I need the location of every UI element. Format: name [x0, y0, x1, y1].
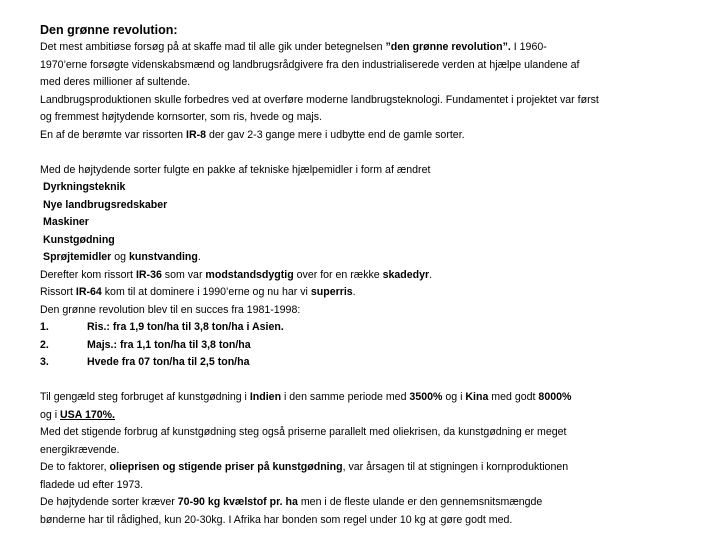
text-span: og [111, 251, 129, 263]
paragraph-line: og fremmest højtydende kornsorter, som ris, hvede og majs. [40, 111, 323, 123]
paragraph-line [40, 389, 712, 407]
bold-term: IR-8 [186, 128, 207, 141]
paragraph-line: energikrævende. [40, 443, 120, 456]
paragraph-line [40, 267, 712, 285]
technique-label: Dyrkningsteknik [43, 181, 126, 193]
bold-term: 3500% [409, 391, 443, 403]
list-item [40, 319, 712, 337]
text-span: og i [442, 391, 466, 403]
bold-term: superris [310, 286, 353, 298]
technique-label: Nye landbrugsredskaber [43, 198, 168, 211]
bold-term: 70-90 kg kvælstof pr. ha [177, 496, 298, 508]
text-span: . [197, 251, 201, 263]
blank-line [40, 372, 712, 390]
paragraph-line [40, 407, 712, 425]
bold-term: modstandsdygtig [205, 268, 294, 281]
paragraph-line: 1970’erne forsøgte videnskabsmænd og landbrugsrådgivere fra den industrialiserede verden at hjælpe ulandene af [40, 58, 580, 71]
text-span: og i [40, 408, 61, 421]
underlined-term: USA 170%. [60, 408, 115, 421]
paragraph-line [40, 459, 712, 477]
text-span: De to faktorer, [40, 461, 110, 473]
paragraph-line: Den grønne revolution blev til en succes fra 1981-1998: [40, 303, 301, 316]
text-span: i den samme periode med [281, 391, 410, 403]
list-text: Ris.: fra 1,9 ton/ha til 3,8 ton/ha i Asien. [87, 321, 284, 333]
technique-item [40, 232, 712, 250]
text-span: I 1960- [510, 41, 547, 53]
document-body [40, 21, 712, 529]
paragraph-line [40, 284, 712, 302]
bold-term: IR-64 [75, 286, 102, 298]
bold-term: ”den grønne revolution”. [385, 41, 511, 53]
technique-label: Sprøjtemidler [43, 251, 112, 263]
text-span: . [429, 268, 433, 281]
text-span: over for en række [293, 268, 383, 281]
bold-term: Indien [249, 391, 282, 403]
bold-term: olieprisen og stigende priser på kunstgødning [109, 461, 343, 473]
list-number: 2. [40, 338, 49, 351]
list-text: Hvede fra 07 ton/ha til 2,5 ton/ha [87, 356, 250, 368]
text-span: Til gengæld steg forbruget af kunstgødning i [40, 391, 250, 403]
text-span: Det mest ambitiøse forsøg på at skaffe mad til alle gik under betegnelsen [40, 41, 386, 53]
text-span: , var årsagen til at stigningen i kornproduktionen [342, 461, 569, 473]
list-text: Majs.: fra 1,1 ton/ha til 3,8 ton/ha [87, 338, 251, 351]
list-number: 3. [40, 356, 49, 368]
bold-term: 8000% [538, 391, 572, 403]
list-item [40, 354, 712, 372]
technique-item [40, 179, 712, 197]
text-span: . [352, 286, 356, 298]
list-item [40, 337, 712, 355]
text-span: Rissort [40, 286, 76, 298]
technique-item [40, 249, 712, 267]
text-span: De højtydende sorter kræver [40, 496, 178, 508]
paragraph-line: Landbrugsproduktionen skulle forbedres ved at overføre moderne landbrugsteknologi. Fundamentet i projektet var først [40, 93, 599, 106]
technique-label: Maskiner [43, 216, 89, 228]
list-number: 1. [40, 321, 49, 333]
text-span: med godt [488, 391, 539, 403]
paragraph-line: Med det stigende forbrug af kunstgødning steg også priserne parallelt med oliekrisen, da kunstgødning er meget [40, 426, 567, 438]
bold-term: IR-36 [135, 268, 162, 281]
blank-line [40, 144, 712, 162]
technique-label: Kunstgødning [43, 233, 115, 246]
bold-term: Kina [465, 391, 489, 403]
technique-label: kunstvanding [128, 251, 198, 263]
paragraph-line: med deres millioner af sultende. [40, 76, 191, 88]
paragraph-line: Med de højtydende sorter fulgte en pakke af tekniske hjælpemidler i form af ændret [40, 163, 431, 176]
paragraph-line [40, 494, 712, 512]
paragraph-line [40, 39, 712, 57]
technique-item [40, 197, 712, 215]
text-span: men i de fleste ulande er den gennemsnitsmængde [297, 496, 543, 508]
document-title: Den grønne revolution: [40, 23, 178, 37]
text-span: Derefter kom rissort [40, 268, 136, 281]
text-span: der gav 2-3 gange mere i udbytte end de gamle sorter. [206, 128, 465, 141]
paragraph-line: bønderne har til rådighed, kun 20-30kg. I Afrika har bonden som regel under 10 kg at gøre godt med. [40, 513, 513, 526]
text-span: kom til at dominere i 1990’erne og nu har vi [101, 286, 311, 298]
text-span: En af de berømte var rissorten [40, 128, 187, 141]
bold-term: skadedyr [382, 268, 430, 281]
text-span: som var [161, 268, 206, 281]
paragraph-line: fladede ud efter 1973. [40, 478, 144, 491]
technique-item [40, 214, 712, 232]
paragraph-line [40, 127, 712, 145]
